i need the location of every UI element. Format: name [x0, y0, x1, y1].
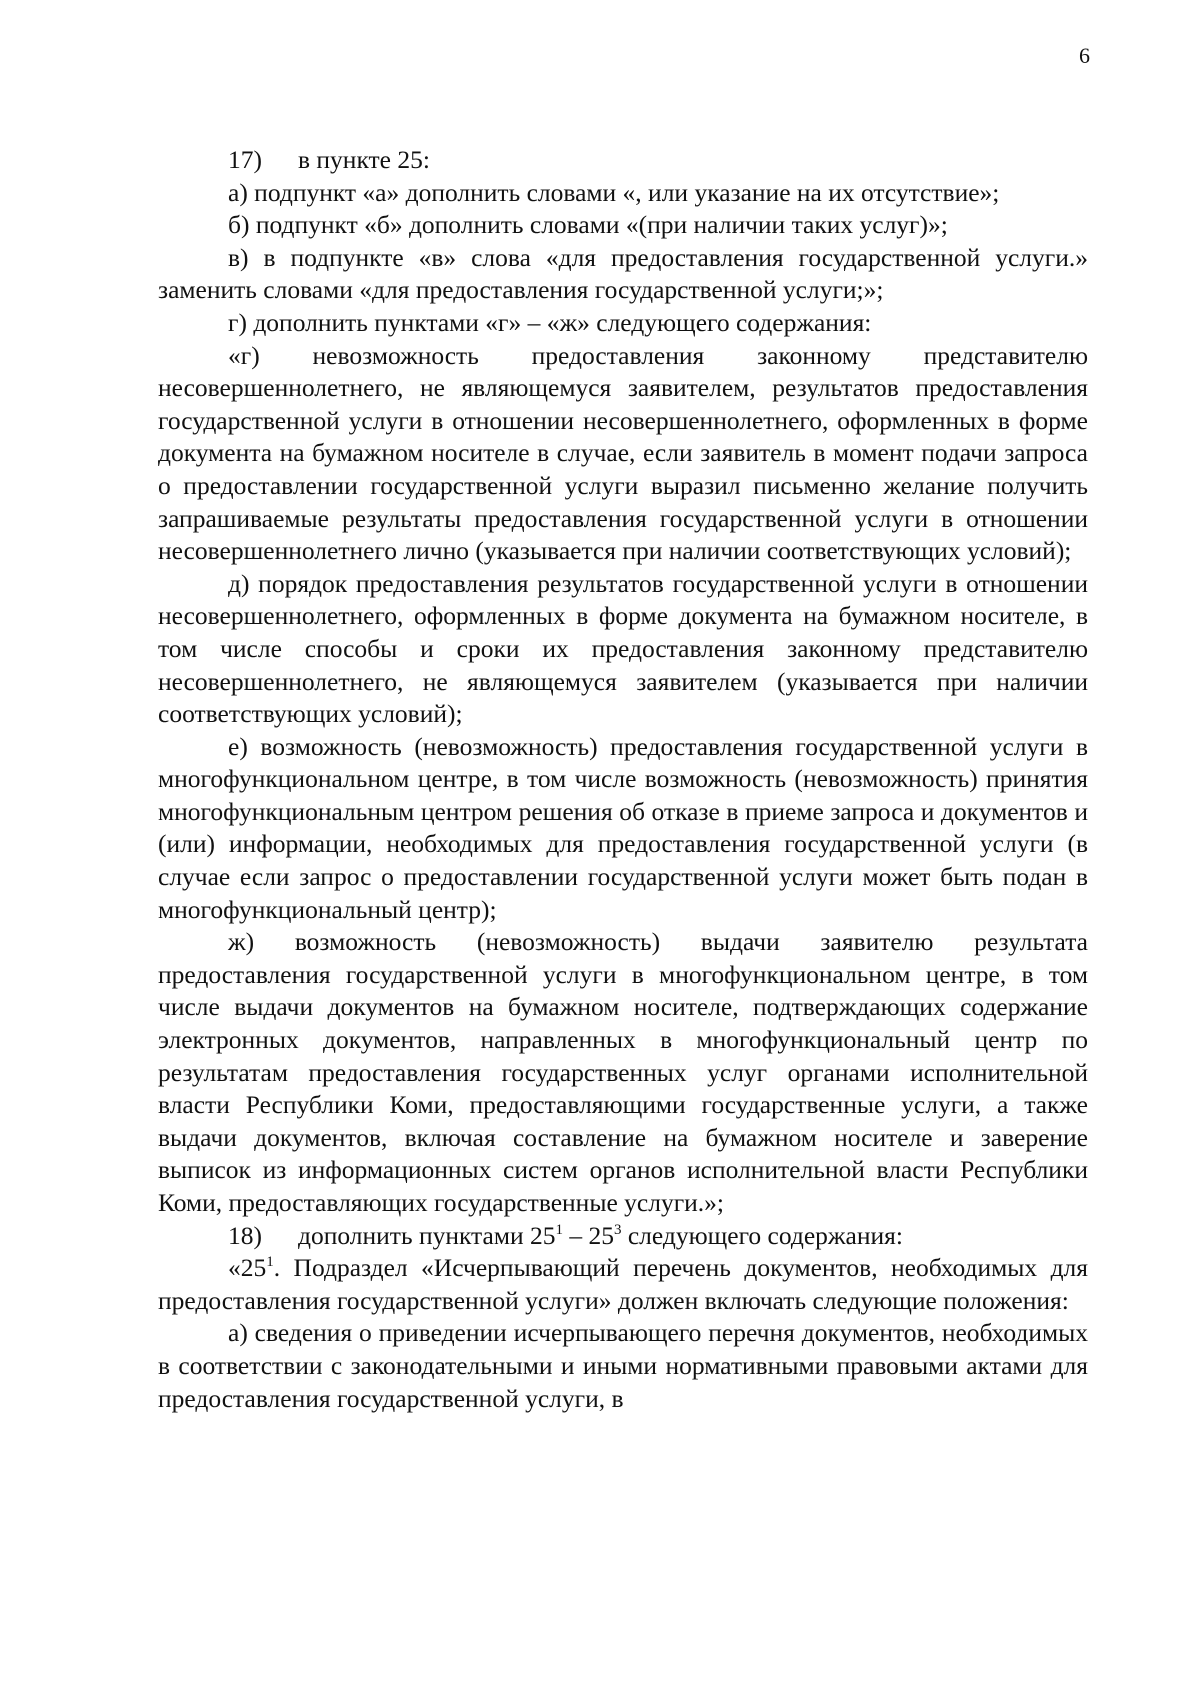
- paragraph-18-text-after: следующего содержания:: [621, 1220, 903, 1250]
- superscript-1: 1: [555, 1221, 563, 1238]
- paragraph-17-text: в пункте 25:: [298, 145, 430, 174]
- paragraph-18-text-before: дополнить пунктами 25: [298, 1220, 556, 1250]
- paragraph-d: д) порядок предоставления результатов государственной услуги в отношении несовершеннолетнего, оформленных в форме документа на бумажном носителе, в том числе способы и сроки их предоставления законному представителю несовершеннолетнего, не являющемуся заявителем (указывается при наличии соответствующих условий);: [158, 568, 1088, 729]
- item-number-18: 18): [228, 1220, 262, 1250]
- paragraph-25-1: [158, 1252, 1088, 1317]
- paragraph-zh: ж) возможность (невозможность) выдачи заявителю результата предоставления государственной услуги в многофункциональном центре, в том числе выдачи документов на бумажном носителе, подтверждающих содержание электронных документов, направленных в многофункциональный центр по результатам предоставления государственных услуг органами исполнительной власти Республики Коми, предоставляющими государственные услуги, а также выдачи документов, включая составление на бумажном носителе и заверение выписок из информационных систем органов исполнительной власти Республики Коми, предоставляющих государственные услуги.»;: [158, 927, 1088, 1217]
- superscript-3: 3: [613, 1221, 622, 1238]
- paragraph-17-a: а) подпункт «а» дополнить словами «, или указание на их отсутствие»;: [228, 177, 1000, 207]
- paragraph-25-1-superscript: 1: [266, 1254, 274, 1271]
- document-body: [158, 144, 1088, 1415]
- paragraph-g: «г) невозможность предоставления законному представителю несовершеннолетнего, не являющемуся заявителем, результатов предоставления государственной услуги в отношении несовершеннолетнего, оформленных в форме документа на бумажном носителе в случае, если заявитель в момент подачи запроса о предоставлении государственной услуги выразил письменно желание получить запрашиваемые результаты предоставления государственной услуги в отношении несовершеннолетнего лично (указывается при наличии соответствующих условий);: [158, 340, 1088, 566]
- paragraph-18: [158, 1220, 1088, 1253]
- paragraph-25-1-a: а) сведения о приведении исчерпывающего перечня документов, необходимых в соответствии с законодательными и иными нормативными правовыми актами для предоставления государственной услуги, в: [158, 1318, 1088, 1413]
- paragraph-17-b: б) подпункт «б» дополнить словами «(при наличии таких услуг)»;: [228, 210, 948, 240]
- paragraph-17-g: г) дополнить пунктами «г» – «ж» следующего содержания:: [228, 307, 872, 337]
- paragraph-e: е) возможность (невозможность) предоставления государственной услуги в многофункциональном центре, в том числе возможность (невозможность) принятия многофункциональным центром решения об отказе в приеме запроса и документов и (или) информации, необходимых для предоставления государственной услуги (в случае если запрос о предоставлении государственной услуги может быть подан в многофункциональный центр);: [158, 731, 1088, 924]
- paragraph-25-1-prefix: «25: [228, 1253, 267, 1283]
- paragraph-17: [158, 144, 1088, 177]
- item-number-17: 17): [228, 145, 262, 174]
- paragraph-17-v: в) в подпункте «в» слова «для предоставления государственной услуги.» заменить словами «для предоставления государственной услуги;»;: [158, 242, 1088, 305]
- paragraph-25-1-text: . Подраздел «Исчерпывающий перечень документов, необходимых для предоставления государственной услуги» должен включать следующие положения:: [158, 1253, 1088, 1315]
- paragraph-18-dash: – 25: [562, 1220, 614, 1250]
- page-number: 6: [1079, 43, 1090, 68]
